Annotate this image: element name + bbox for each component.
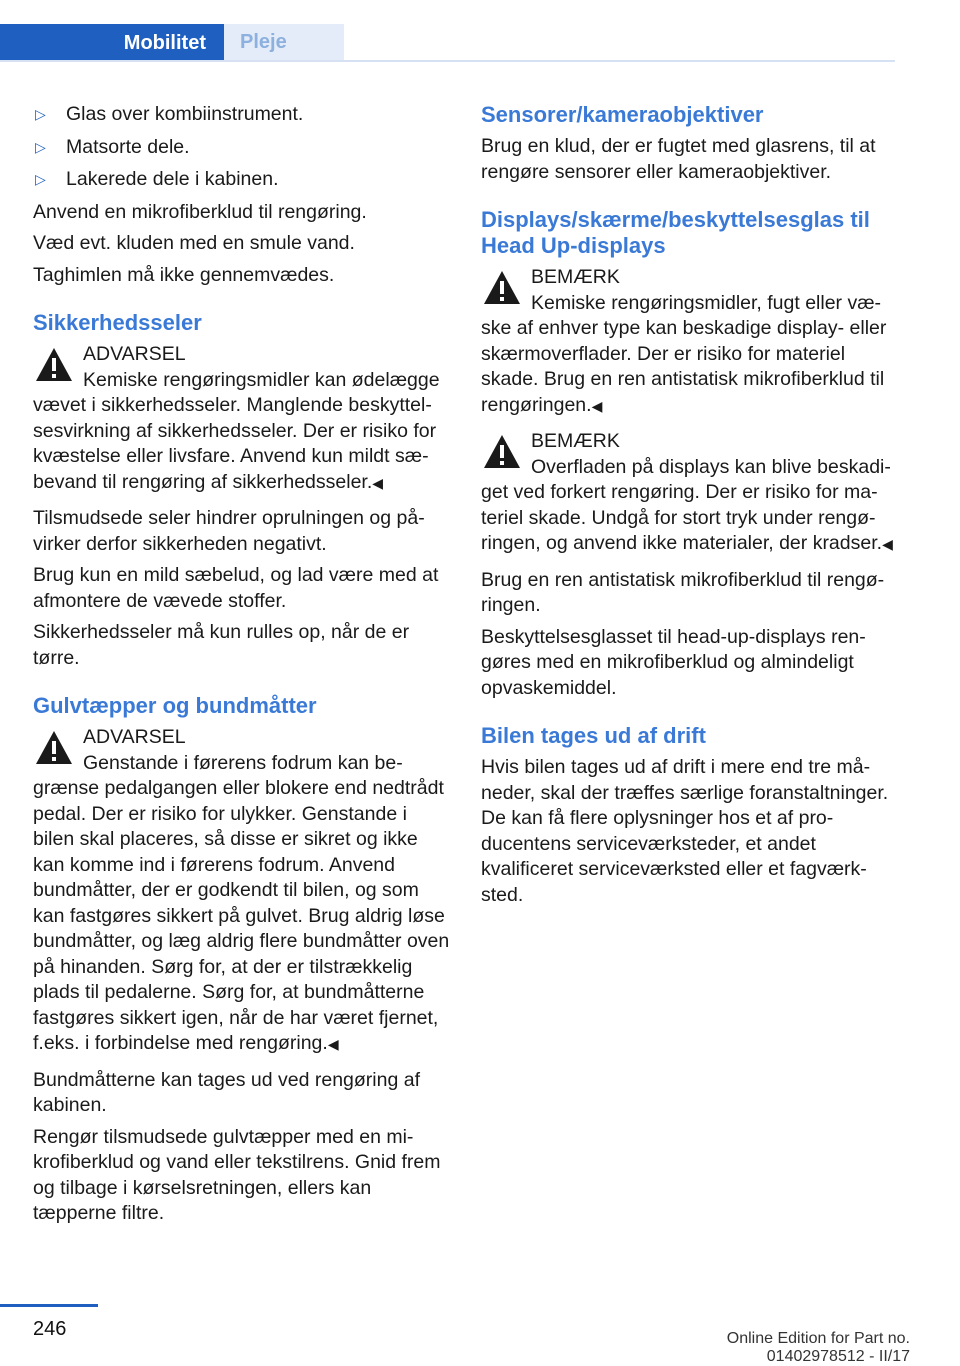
warning-box bbox=[33, 342, 451, 496]
section-heading-seatbelts: Sikkerhedsseler bbox=[33, 310, 202, 335]
paragraph: Brug kun en mild sæbelud, og lad være med at afmontere de vævede stoffer. bbox=[33, 564, 439, 612]
section-heading-sensors: Sensorer/kameraobjektiver bbox=[481, 102, 764, 127]
warning-box bbox=[33, 725, 451, 1058]
notice-box bbox=[481, 265, 899, 419]
page-number: 246 bbox=[33, 1318, 67, 1340]
notice-title: BEMÆRK bbox=[531, 430, 620, 452]
paragraph: Brug en klud, der er fugtet med glasrens, til at rengøre sensorer eller kameraobjektiver. bbox=[481, 135, 876, 183]
paragraph: Bundmåtterne kan tages ud ved rengøring af kabinen. bbox=[33, 1068, 420, 1116]
paragraph: Væd evt. kluden med en smule vand. bbox=[33, 232, 355, 254]
warning-triangle-icon bbox=[33, 727, 75, 769]
warning-text: Genstande i førerens fodrum kan begrænse pedalgangen eller blokere end nedtrådt pedal. Der er risiko for ulykker. Genstande i bilen skal placeres, så disse er sikret og ikke kan komme ind i førerens fodrum. Anvend bundmåtter, der er godkendt til bilen, og som kan fastgøres sikkert på gulvet. Brug aldrig løse bundmåtter, og læg aldrig flere bundmåtter oven på hinanden. Sørg for, at der er tilstrækkelig plads til pedalerne. Sørg for, at bundmåtterne fastgøres sikkert igen, når de har været fjernet, f.eks. i forbindelse med rengøring. bbox=[33, 751, 450, 1054]
warning-title: ADVARSEL bbox=[83, 726, 186, 748]
list-item: ▷ Lakerede dele i kabinen. bbox=[33, 167, 451, 193]
warning-triangle-icon bbox=[33, 344, 75, 386]
notice-title: BEMÆRK bbox=[531, 266, 620, 288]
paragraph: Sikkerhedsseler må kun rulles op, når de er tørre. bbox=[33, 621, 410, 669]
list-item: ▷ Glas over kombiinstrument. bbox=[33, 102, 451, 128]
notice-box bbox=[481, 429, 899, 558]
warning-text: Kemiske rengøringsmidler kan ødelægge vævet i sikkerhedsseler. Manglende beskyttelsesvirkning af sikkerhedsseler. Der er risiko for kvæstelse eller livsfare. Anvend kun mildt sæbevand til rengøring af sikkerhedsseler. bbox=[33, 368, 440, 493]
section-heading-storage: Bilen tages ud af drift bbox=[481, 723, 706, 748]
tab-mobilitet[interactable]: Mobilitet bbox=[0, 24, 224, 62]
header-rule bbox=[0, 60, 895, 62]
warning-triangle-icon bbox=[481, 431, 523, 473]
footer-rule bbox=[0, 1304, 98, 1307]
right-column bbox=[481, 102, 899, 914]
end-triangle-icon: ◀ bbox=[882, 536, 893, 552]
paragraph: Beskyttelsesglasset til head-up-displays rengøres med en mikrofiberklud og almindeligt opvaskemiddel. bbox=[481, 625, 866, 699]
paragraph: Rengør tilsmudsede gulvtæpper med en mikrofiberklud og vand eller tekstilrens. Gnid frem og tilbage i kørselsretningen, ellers kan tæpperne filtre. bbox=[33, 1125, 441, 1224]
notice-text: Kemiske rengøringsmidler, fugt eller væske af enhver type kan beskadige display- eller skærmoverflader. Der er risiko for materiel skade. Brug en ren antistatisk mikrofiberklud til rengøringen. bbox=[481, 291, 887, 416]
warning-triangle-icon bbox=[481, 267, 523, 309]
tab-pleje[interactable]: Pleje bbox=[224, 24, 344, 60]
triangle-right-icon: ▷ bbox=[35, 138, 46, 155]
end-triangle-icon: ◀ bbox=[372, 474, 384, 491]
triangle-right-icon: ▷ bbox=[35, 106, 46, 122]
paragraph: Taghimlen må ikke gennemvædes. bbox=[33, 263, 335, 286]
edition-note: Online Edition for Part no. 01402978512 - II/17 bbox=[726, 1330, 910, 1365]
paragraph: Anvend en mikrofiberklud til rengøring. bbox=[33, 200, 367, 223]
end-triangle-icon: ◀ bbox=[327, 1036, 339, 1052]
chapter-tabs bbox=[0, 24, 895, 62]
section-heading-floor-mats: Gulvtæpper og bundmåtter bbox=[33, 693, 317, 718]
warning-title: ADVARSEL bbox=[83, 343, 186, 365]
notice-text: Overfladen på displays kan blive beskadiget ved forkert rengøring. Der er risiko for materiel skade. Undgå for stort tryk under rengøringen, og anvend ikke materialer, der kradser. bbox=[481, 455, 891, 554]
list-item: ▷ Matsorte dele. bbox=[33, 135, 451, 161]
paragraph: Tilsmudsede seler hindrer oprulningen og påvirker derfor sikkerheden negativt. bbox=[33, 507, 425, 555]
paragraph: Brug en ren antistatisk mikrofiberklud til rengøringen. bbox=[481, 568, 885, 616]
left-column bbox=[33, 102, 451, 1233]
triangle-right-icon: ▷ bbox=[35, 171, 46, 187]
end-triangle-icon: ◀ bbox=[591, 397, 603, 414]
section-heading-displays: Displays/skærme/beskyttelsesglas til Head Up-displays bbox=[481, 207, 870, 258]
paragraph: Hvis bilen tages ud af drift i mere end tre måneder, skal der træffes særlige foranstaltninger. De kan få flere oplysninger hos et af producentens serviceværksteder, et andet kvalificeret serviceværksted eller et fagværksted. bbox=[481, 756, 889, 906]
